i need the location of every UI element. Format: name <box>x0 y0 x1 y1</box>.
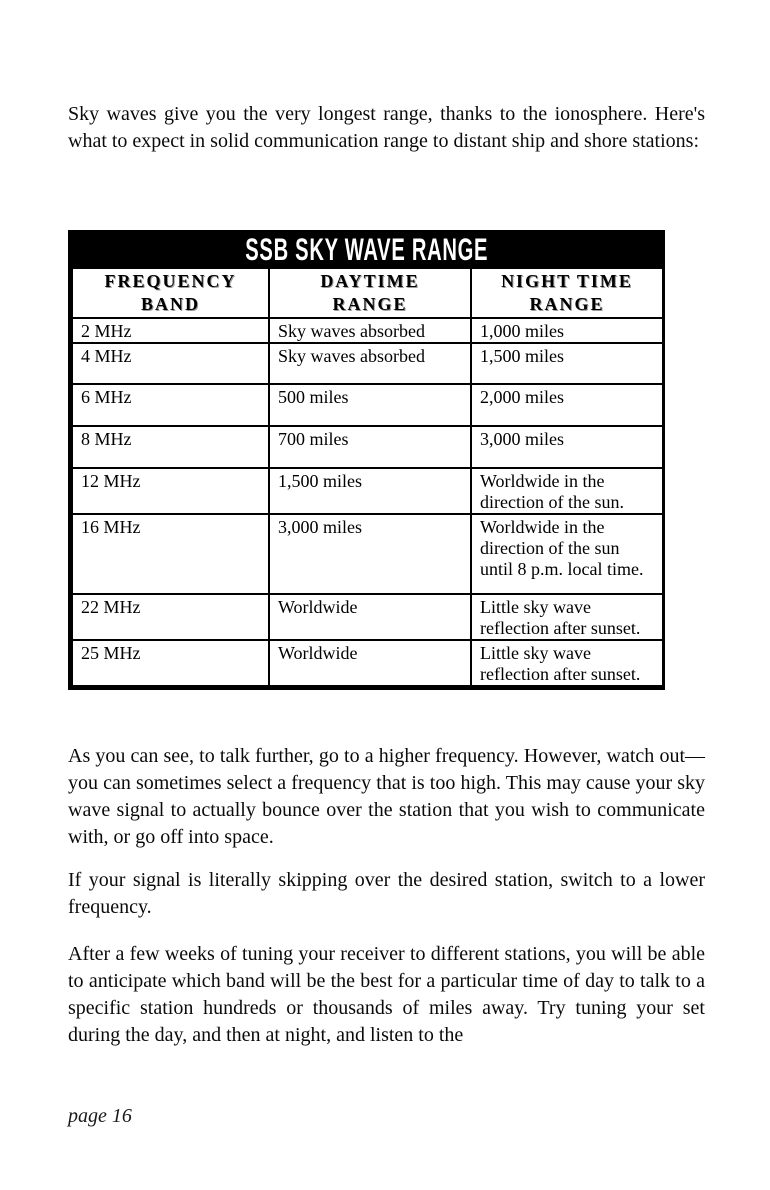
cell-night-range: 3,000 miles <box>471 426 663 468</box>
cell-night-range: Little sky wave reflection after sunset. <box>471 594 663 640</box>
table-row <box>72 384 663 426</box>
cell-daytime-range: Sky waves absorbed <box>269 343 471 384</box>
table-row <box>72 468 663 514</box>
cell-frequency-band: 16 MHz <box>72 514 269 594</box>
cell-frequency-band: 6 MHz <box>72 384 269 426</box>
cell-night-range: 1,500 miles <box>471 343 663 384</box>
cell-daytime-range: Worldwide <box>269 640 471 686</box>
cell-daytime-range: 500 miles <box>269 384 471 426</box>
cell-frequency-band: 25 MHz <box>72 640 269 686</box>
table-row <box>72 594 663 640</box>
ssb-sky-wave-range-table <box>68 230 665 690</box>
page-number: page 16 <box>68 1105 132 1127</box>
cell-daytime-range: 3,000 miles <box>269 514 471 594</box>
cell-night-range: Worldwide in the direction of the sun. <box>471 468 663 514</box>
table-row <box>72 514 663 594</box>
table-row <box>72 640 663 686</box>
table-title-bar <box>71 233 662 267</box>
column-header-night-time-range <box>471 268 663 318</box>
cell-frequency-band: 12 MHz <box>72 468 269 514</box>
table-title: SSB SKY WAVE RANGE <box>244 233 488 267</box>
cell-night-range: Worldwide in the direction of the sun until 8 p.m. local time. <box>471 514 663 594</box>
range-table <box>71 267 664 687</box>
intro-paragraph: Sky waves give you the very longest range, thanks to the ionosphere. Here's what to expect in solid communication range to distant ship and shore stations: <box>68 103 705 152</box>
column-header-line: RANGE <box>332 294 408 314</box>
column-header-line: RANGE <box>529 294 605 314</box>
body-paragraph-1: As you can see, to talk further, go to a higher frequency. However, watch out—you can sometimes select a frequency that is too high. This may cause your sky wave signal to actually bounce over the station that you wish to communicate with, or go off into space. <box>68 745 705 848</box>
cell-frequency-band: 8 MHz <box>72 426 269 468</box>
cell-night-range: 2,000 miles <box>471 384 663 426</box>
table-row <box>72 426 663 468</box>
cell-daytime-range: 700 miles <box>269 426 471 468</box>
table-row <box>72 318 663 343</box>
cell-frequency-band: 4 MHz <box>72 343 269 384</box>
table-row <box>72 343 663 384</box>
column-header-line: FREQUENCY <box>104 271 237 291</box>
column-header-daytime-range <box>269 268 471 318</box>
cell-daytime-range: 1,500 miles <box>269 468 471 514</box>
body-paragraph-3: After a few weeks of tuning your receiver to different stations, you will be able to anticipate which band will be the best for a particular time of day to talk to a specific station hundreds or thousands of miles away. Try tuning your set during the day, and then at night, and listen to the <box>68 943 705 1046</box>
cell-night-range: 1,000 miles <box>471 318 663 343</box>
cell-night-range: Little sky wave reflection after sunset. <box>471 640 663 686</box>
cell-frequency-band: 2 MHz <box>72 318 269 343</box>
body-paragraph-2: If your signal is literally skipping over the desired station, switch to a lower frequency. <box>68 869 705 918</box>
column-header-line: DAYTIME <box>320 271 420 291</box>
column-header-line: NIGHT TIME <box>501 271 633 291</box>
cell-daytime-range: Worldwide <box>269 594 471 640</box>
cell-daytime-range: Sky waves absorbed <box>269 318 471 343</box>
column-header-frequency-band <box>72 268 269 318</box>
table-header-row <box>72 268 663 318</box>
column-header-line: BAND <box>140 294 200 314</box>
cell-frequency-band: 22 MHz <box>72 594 269 640</box>
